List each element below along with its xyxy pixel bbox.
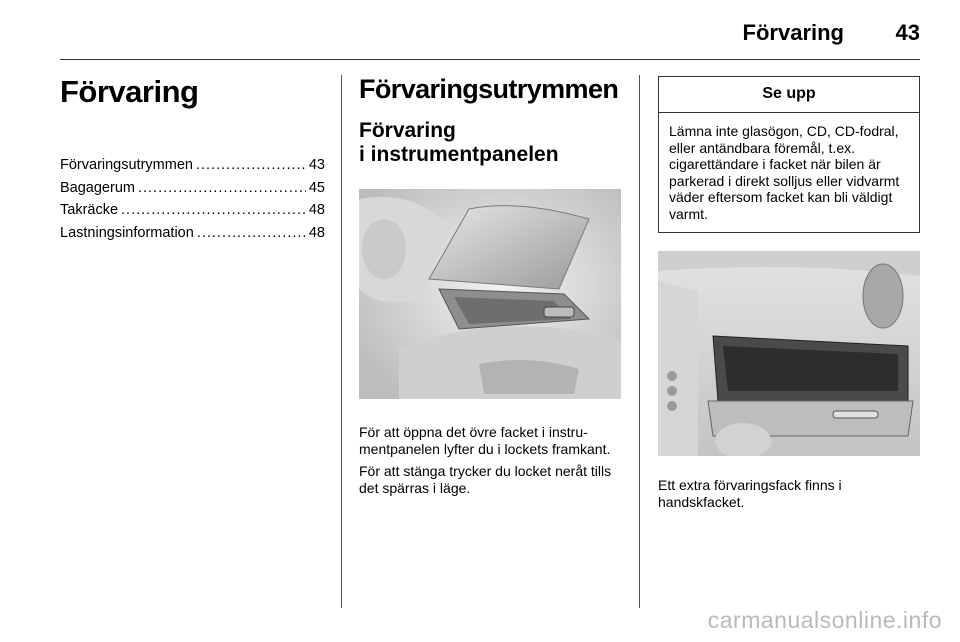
paragraph: För att stänga trycker du locket neråt tills det spärras i läge.	[359, 463, 612, 496]
right-column	[658, 76, 920, 510]
section-title: Förvaringsutrymmen	[359, 74, 619, 104]
toc-leader	[197, 222, 306, 245]
toc-item[interactable]	[60, 177, 325, 200]
toc-label: Lastningsinformation	[60, 224, 194, 241]
caution-heading: Se upp	[659, 77, 919, 113]
subsection-title	[359, 119, 624, 167]
caution-text: Lämna inte glasögon, CD, CD-fodral, eller antändbara föremål, t.ex. cigarettändare i facket när bilen är parkerad i direkt solljus eller vidvarmt väder eftersom facket kan bli väldigt varmt.	[669, 123, 900, 222]
toc-item[interactable]	[60, 222, 325, 245]
column-divider-right	[639, 75, 640, 608]
toc-page: 48	[308, 224, 325, 241]
left-column	[60, 74, 325, 244]
toc-page: 43	[308, 157, 325, 173]
toc-leader	[196, 154, 306, 177]
toc-leader	[138, 177, 306, 200]
toc-item[interactable]	[60, 199, 325, 222]
middle-column	[359, 74, 624, 496]
toc-label: Takräcke	[60, 202, 119, 219]
caution-box	[658, 76, 920, 233]
paragraph: För att öppna det övre facket i instrumentpanelen lyfter du i lockets framkant.	[359, 424, 611, 457]
toc-item[interactable]	[60, 154, 325, 177]
toc-label: Förvaringsutrymmen	[60, 157, 193, 173]
subsection-line-1: Förvaring	[359, 119, 456, 142]
watermark: carmanualsonline.info	[707, 607, 942, 633]
toc-leader	[121, 199, 306, 222]
running-title: Förvaring	[742, 20, 844, 45]
glovebox-illustration	[658, 251, 920, 456]
table-of-contents	[60, 154, 325, 244]
chapter-title: Förvaring	[60, 74, 199, 109]
page-number: 43	[895, 20, 920, 45]
column-divider-left	[341, 75, 342, 608]
page-header	[60, 14, 920, 60]
toc-page: 45	[308, 179, 325, 196]
subsection-line-2: i instrumentpanelen	[359, 143, 559, 166]
toc-page: 48	[308, 202, 325, 219]
dashboard-storage-illustration	[359, 189, 621, 399]
paragraph: Ett extra förvaringsfack finns i handskfacket.	[658, 477, 842, 510]
toc-label: Bagagerum	[60, 179, 135, 196]
